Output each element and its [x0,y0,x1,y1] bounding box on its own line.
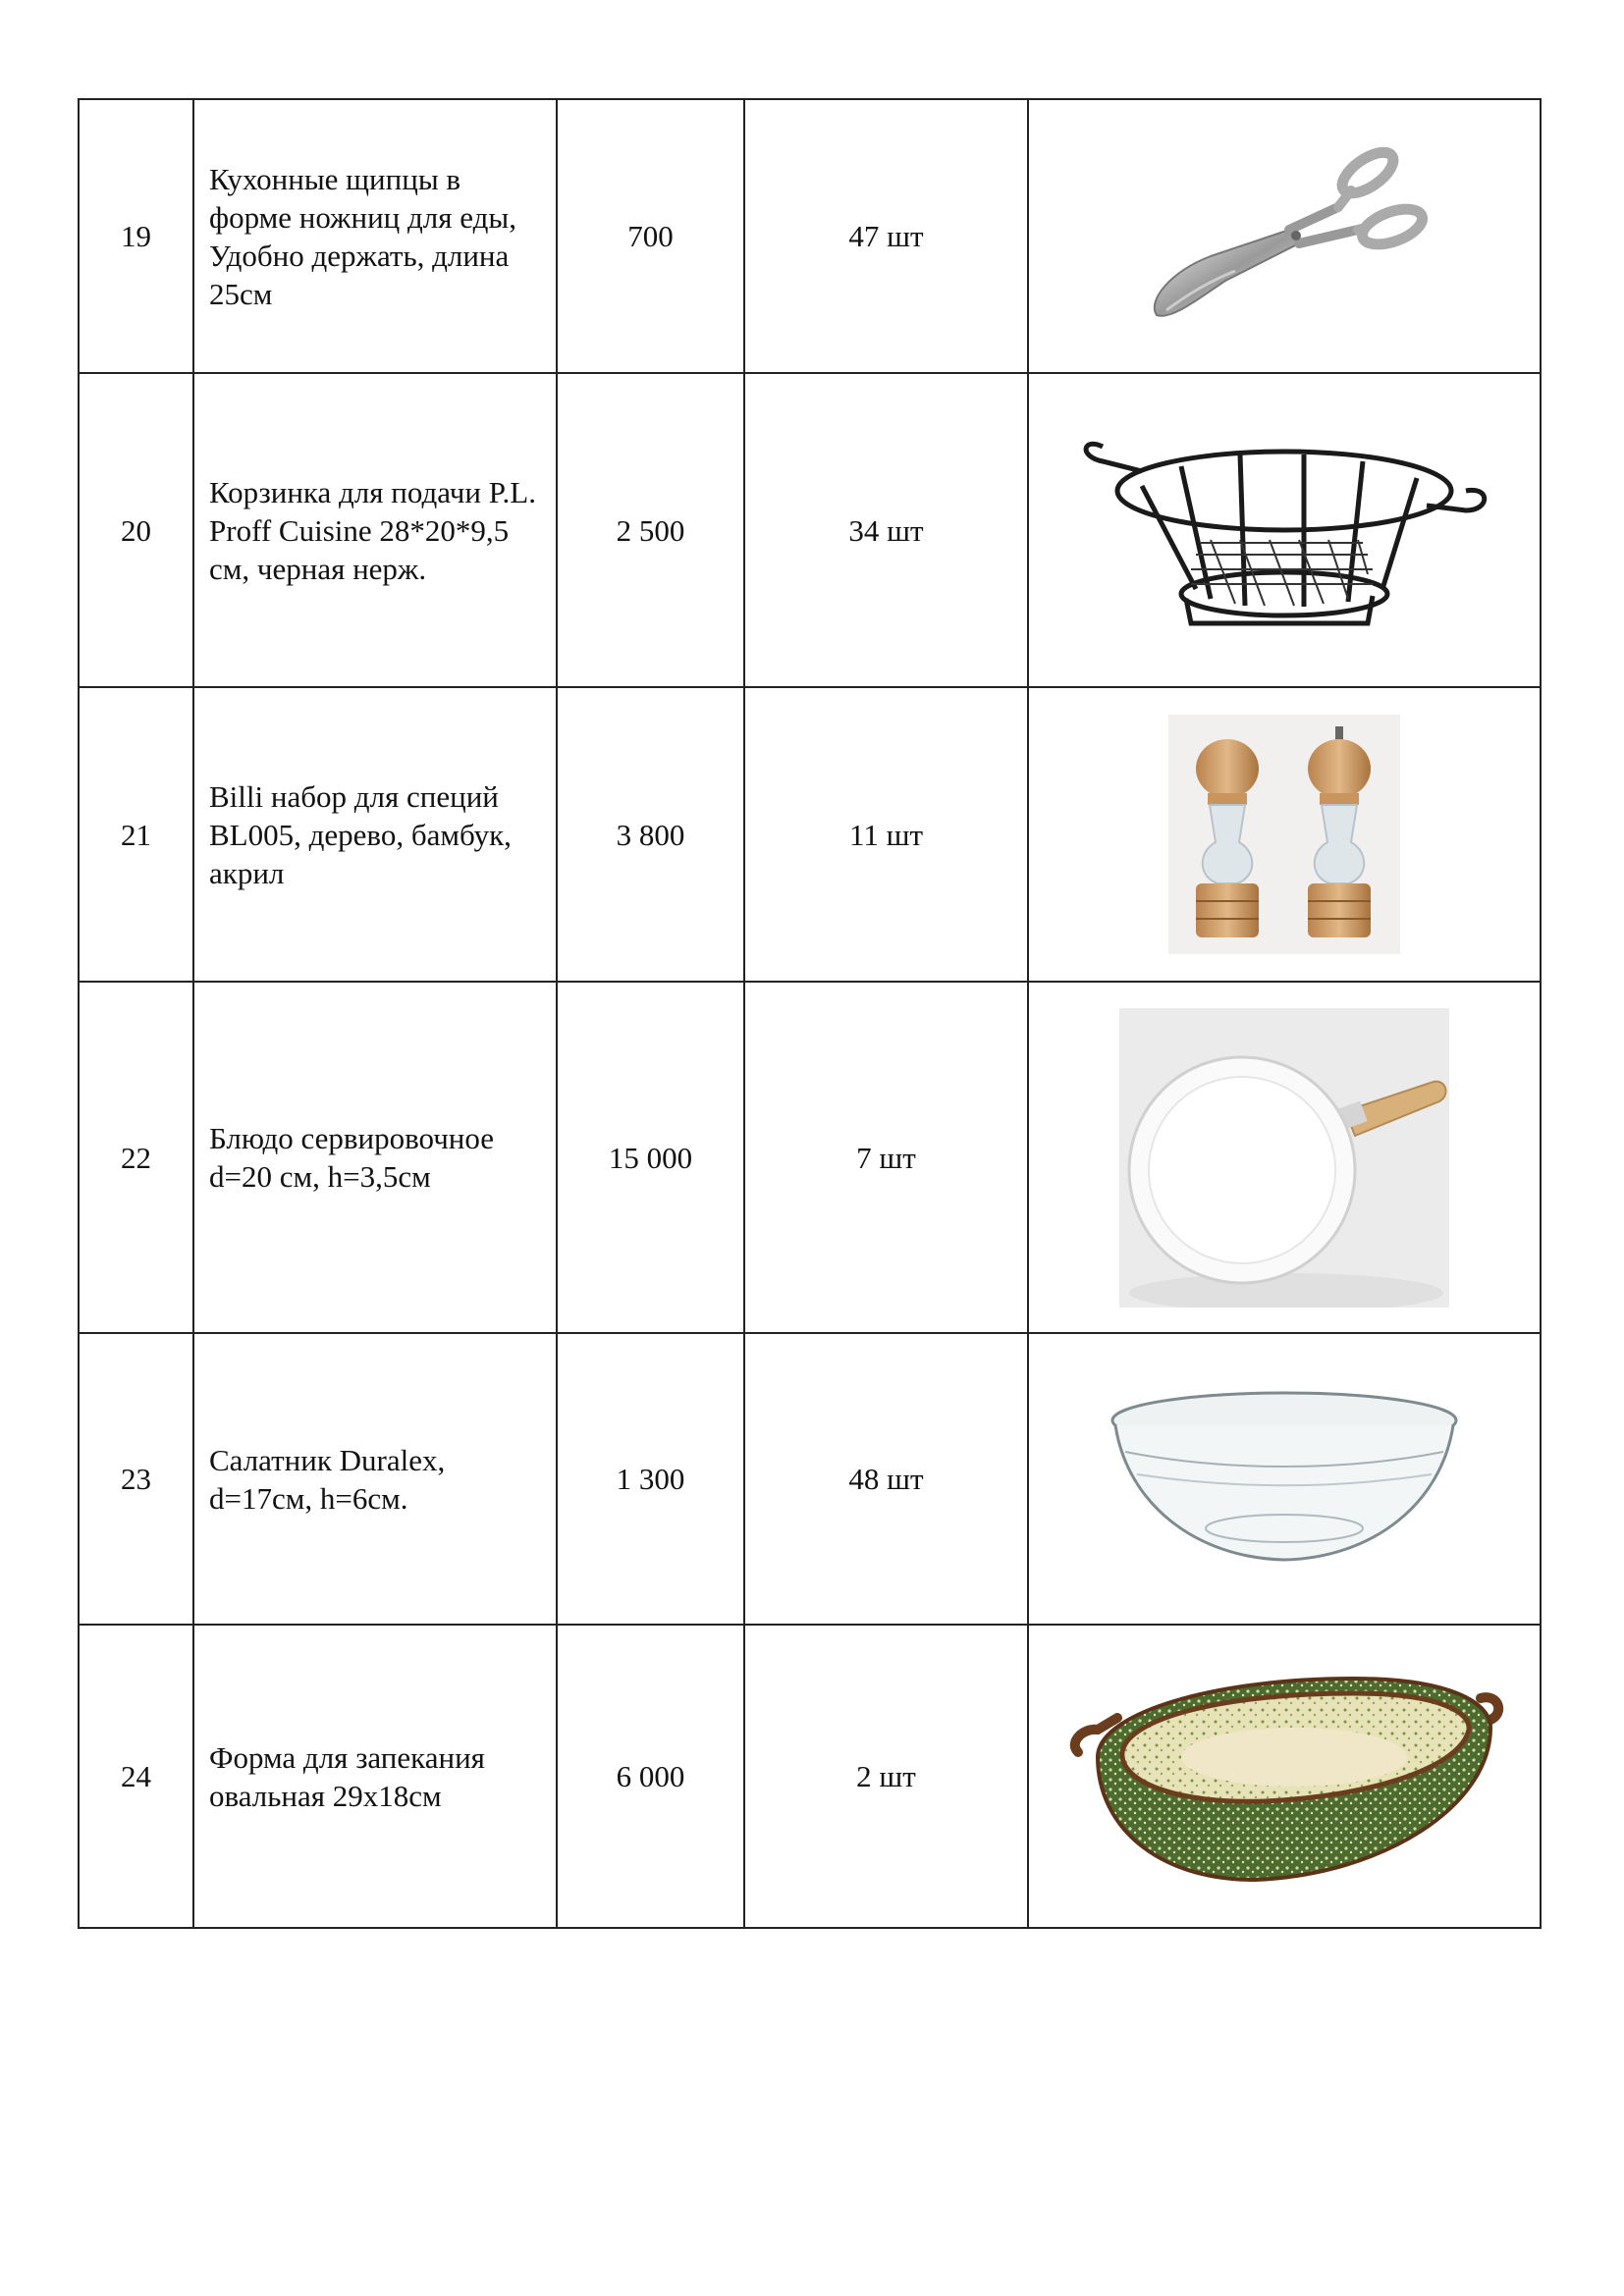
table-row [79,1333,1541,1625]
product-price: 2 500 [557,373,744,687]
product-quantity: 11 шт [744,687,1028,982]
product-price: 3 800 [557,687,744,982]
row-number: 24 [79,1625,193,1928]
table-row [79,99,1541,373]
product-name: Корзинка для подачи P.L. Proff Cuisine 28*20*9,5 см, черная нерж. [193,373,557,687]
table-row [79,982,1541,1333]
serving-pan-image [1119,1008,1449,1308]
product-name: Форма для запекания овальная 29x18см [193,1625,557,1928]
kitchen-tongs-image [1127,133,1441,340]
product-price: 700 [557,99,744,373]
product-price: 15 000 [557,982,744,1333]
product-quantity: 48 шт [744,1333,1028,1625]
product-name: Салатник Duralex, d=17см, h=6см. [193,1333,557,1625]
wire-basket-image [1073,417,1495,643]
row-number: 21 [79,687,193,982]
product-name: Billi набор для специй BL005, дерево, бамбук, акрил [193,687,557,982]
product-quantity: 7 шт [744,982,1028,1333]
row-number: 20 [79,373,193,687]
row-number: 23 [79,1333,193,1625]
product-price: 1 300 [557,1333,744,1625]
products-table [78,98,1542,1929]
product-name: Блюдо сервировочное d=20 см, h=3,5см [193,982,557,1333]
row-number: 22 [79,982,193,1333]
table-row [79,373,1541,687]
product-price: 6 000 [557,1625,744,1928]
table-row [79,1625,1541,1928]
glass-bowl-image [1108,1391,1461,1568]
table-row [79,687,1541,982]
product-quantity: 2 шт [744,1625,1028,1928]
product-name: Кухонные щипцы в форме ножниц для еды, Удобно держать, длина 25см [193,99,557,373]
row-number: 19 [79,99,193,373]
product-quantity: 47 шт [744,99,1028,373]
spice-mills-image [1168,715,1400,954]
baking-dish-image [1058,1659,1510,1895]
product-quantity: 34 шт [744,373,1028,687]
